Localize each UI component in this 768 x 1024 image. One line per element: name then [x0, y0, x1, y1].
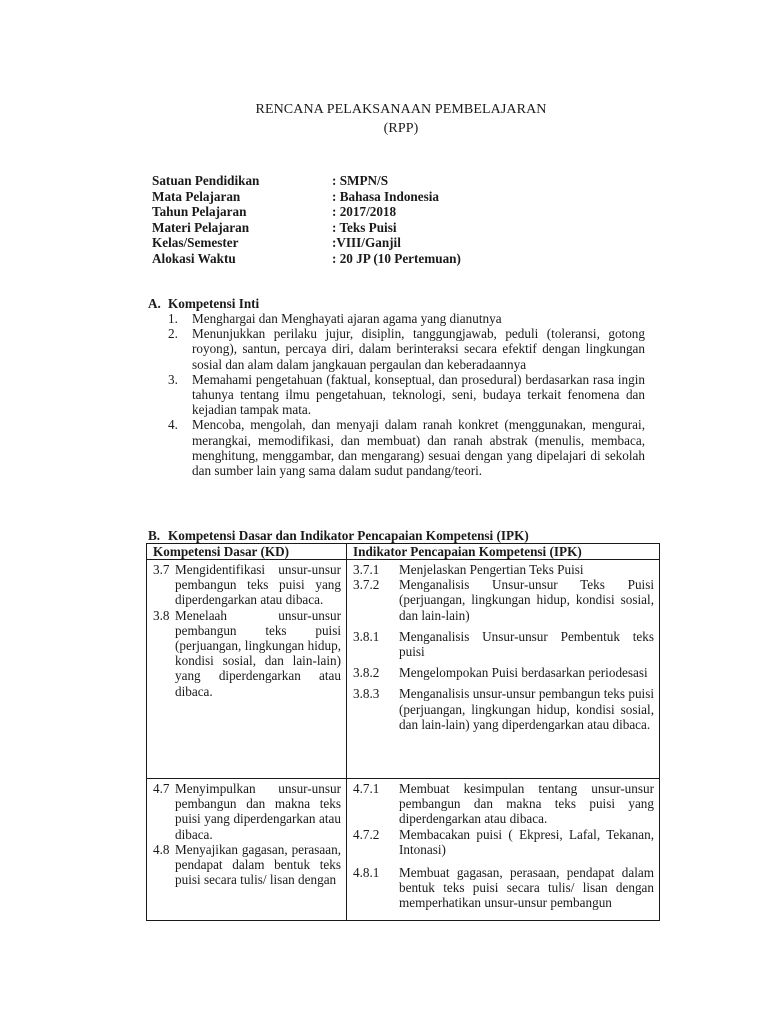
- kd-cell: [147, 779, 347, 921]
- ipk-item: [353, 665, 654, 680]
- identity-label: Kelas/Semester: [152, 235, 239, 250]
- section-letter: A.: [148, 296, 161, 311]
- ipk-text: Membacakan puisi ( Ekpresi, Lafal, Tekanan, Intonasi): [399, 826, 654, 857]
- list-item: [168, 417, 645, 478]
- ipk-number: 3.8.3: [353, 686, 380, 702]
- ipk-text: Menjelaskan Pengertian Teks Puisi: [399, 562, 584, 577]
- list-number: 1.: [168, 311, 178, 326]
- section-a-heading: [148, 296, 259, 311]
- section-title: Kompetensi Inti: [168, 296, 260, 311]
- table-row: [147, 779, 660, 921]
- identity-label: Tahun Pelajaran: [152, 204, 247, 219]
- kompetensi-inti-list: [168, 311, 645, 478]
- list-item: [168, 372, 645, 418]
- list-text: Menghargai dan Menghayati ajaran agama yang dianutnya: [192, 311, 502, 326]
- kd-item: [153, 842, 341, 888]
- kd-ipk-table: [146, 543, 660, 921]
- ipk-number: 4.8.1: [353, 865, 380, 881]
- ipk-number: 3.7.1: [353, 562, 380, 577]
- kd-number: 4.8: [153, 841, 170, 857]
- list-text: Memahami pengetahuan (faktual, konseptual, dan prosedural) berdasarkan rasa ingin tahunya tentang ilmu pengetahuan, teknologi, seni, budaya terkait fenomena dan kejadian tampak mata.: [192, 371, 645, 418]
- table-row: [147, 560, 660, 779]
- ipk-number: 4.7.1: [353, 781, 380, 796]
- list-text: Mencoba, mengolah, dan menyaji dalam ranah konkret (menggunakan, mengurai, merangkai, memodifikasi, dan membuat) dan ranah abstrak (menulis, membaca, menghitung, menggambar, dan mengarang) sesuai dengan yang dipelajari di sekolah dan sumber lain yang sama dalam sudut pandang/teori.: [192, 417, 645, 479]
- kd-number: 4.7: [153, 781, 170, 796]
- section-letter: B.: [148, 528, 161, 543]
- kd-cell: [147, 560, 347, 779]
- identity-value: : 2017/2018: [332, 204, 397, 219]
- table-header-kd: Kompetensi Dasar (KD): [147, 544, 347, 560]
- ipk-item: [353, 865, 654, 911]
- ipk-text: Membuat kesimpulan tentang unsur-unsur pembangun dan makna teks puisi yang diperdengarkan atau dibaca.: [399, 781, 654, 827]
- ipk-text: Menganalisis Unsur-unsur Teks Puisi (perjuangan, lingkungan hidup, kondisi sosial, dan lain-lain): [399, 577, 654, 623]
- ipk-item: [353, 562, 654, 577]
- identity-label: Alokasi Waktu: [152, 250, 236, 266]
- ipk-number: 3.8.2: [353, 665, 380, 681]
- identity-label: Materi Pelajaran: [152, 219, 250, 235]
- ipk-text: Mengelompokan Puisi berdasarkan periodesasi: [399, 665, 648, 681]
- list-number: 4.: [168, 417, 178, 433]
- kd-text: Mengidentifikasi unsur-unsur pembangun teks puisi yang diperdengarkan atau dibaca.: [175, 562, 341, 608]
- document-subtitle: (RPP): [383, 121, 419, 136]
- list-item: [168, 311, 645, 326]
- kd-text: Menyimpulkan unsur-unsur pembangun dan makna teks puisi yang diperdengarkan atau dibaca.: [175, 781, 341, 842]
- ipk-cell: [347, 560, 660, 779]
- table-header-row: [147, 544, 660, 560]
- kd-number: 3.7: [153, 562, 170, 577]
- ipk-number: 3.7.2: [353, 577, 380, 593]
- ipk-cell: [347, 779, 660, 921]
- identity-value: : 20 JP (10 Pertemuan): [332, 250, 461, 266]
- ipk-item: [353, 827, 654, 857]
- list-item: [168, 326, 645, 372]
- ipk-text: Membuat gagasan, perasaan, pendapat dalam bentuk teks puisi secara tulis/ lisan dengan memperhatikan unsur-unsur pembangun: [399, 865, 654, 911]
- section-b-heading: [148, 528, 529, 543]
- ipk-item: [353, 781, 654, 827]
- ipk-item: [353, 577, 654, 623]
- kd-number: 3.8: [153, 607, 170, 623]
- identity-value: : Bahasa Indonesia: [332, 188, 440, 204]
- list-text: Menunjukkan perilaku jujur, disiplin, tanggungjawab, peduli (toleransi, gotong royong), santun, percaya diri, dalam berinteraksi secara efektif dengan lingkungan sosial dan alam dalam jangkauan pergaulan dan keberadaannya: [192, 326, 645, 372]
- identity-label: Satuan Pendidikan: [152, 173, 260, 188]
- identity-value: : Teks Puisi: [332, 219, 397, 235]
- ipk-item: [353, 629, 654, 659]
- list-number: 2.: [168, 326, 178, 342]
- ipk-text: Menganalisis Unsur-unsur Pembentuk teks puisi: [399, 628, 654, 660]
- identity-value: : SMPN/S: [332, 173, 389, 188]
- kd-item: [153, 608, 341, 699]
- ipk-item: [353, 686, 654, 732]
- document-title: RENCANA PELAKSANAAN PEMBELAJARAN: [255, 102, 547, 117]
- section-title: Kompetensi Dasar dan Indikator Pencapaian Kompetensi (IPK): [168, 528, 529, 543]
- ipk-number: 3.8.1: [353, 628, 380, 644]
- identity-value: :VIII/Ganjil: [332, 235, 401, 250]
- list-number: 3.: [168, 371, 178, 387]
- ipk-text: Menganalisis unsur-unsur pembangun teks puisi (perjuangan, lingkungan hidup, kondisi sosial, dan lain-lain) yang diperdengarkan atau dibaca.: [399, 686, 654, 732]
- kd-item: [153, 781, 341, 842]
- kd-text: Menyajikan gagasan, perasaan, pendapat dalam bentuk teks puisi secara tulis/ lisan dengan: [175, 841, 341, 888]
- kd-item: [153, 562, 341, 608]
- identity-label: Mata Pelajaran: [152, 188, 241, 204]
- kd-text: Menelaah unsur-unsur pembangun teks puisi (perjuangan, lingkungan hidup, kondisi sosial, dan lain-lain) yang diperdengarkan atau dibaca.: [175, 607, 341, 699]
- ipk-number: 4.7.2: [353, 826, 380, 842]
- table-header-ipk: Indikator Pencapaian Kompetensi (IPK): [347, 544, 660, 560]
